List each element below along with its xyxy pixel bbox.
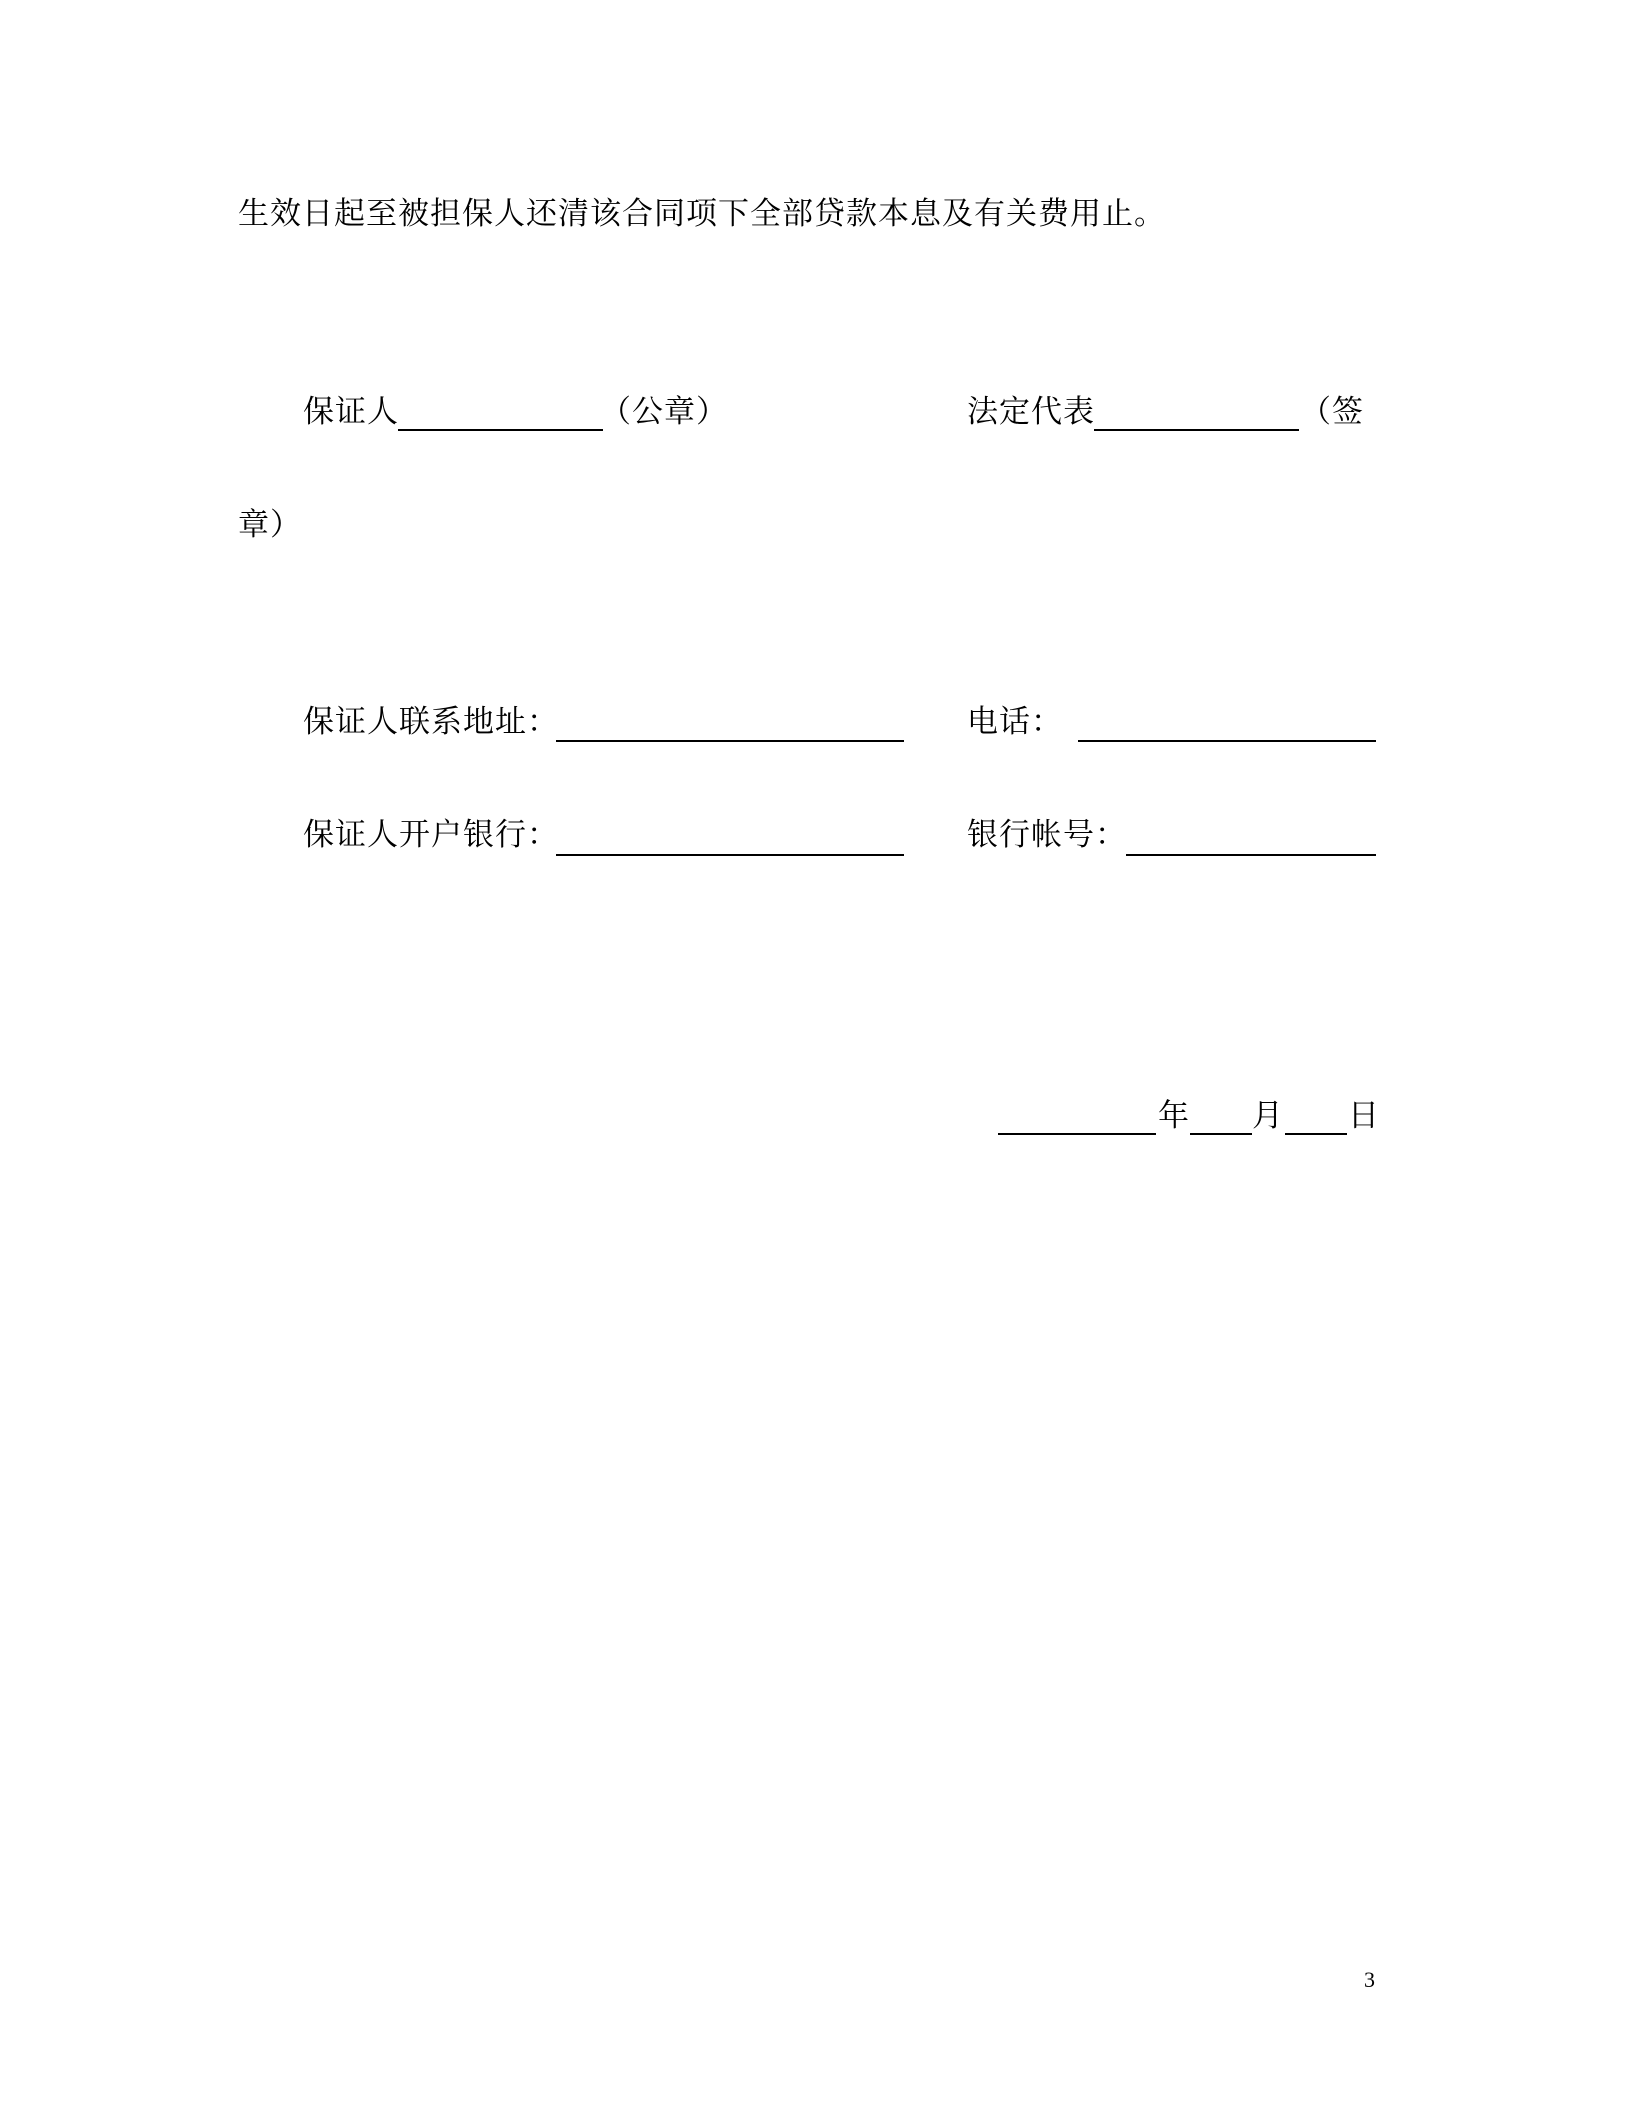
phone-line <box>1078 740 1376 742</box>
date-day-line <box>1285 1133 1347 1135</box>
bank-line <box>556 854 904 856</box>
phone-label: 电话： <box>967 704 1063 740</box>
legal-rep-label: 法定代表 <box>967 394 1095 430</box>
body-text-line: 生效日起至被担保人还清该合同项下全部贷款本息及有关费用止。 <box>238 196 1166 232</box>
date-year-line <box>998 1133 1156 1135</box>
date-year-label: 年 <box>1158 1098 1190 1134</box>
legal-rep-seal-note-open: （签 <box>1300 394 1364 430</box>
page-number: 3 <box>1364 1967 1375 1992</box>
guarantor-signature-line <box>398 429 603 431</box>
date-month-line <box>1190 1133 1252 1135</box>
legal-rep-seal-note-close: 章） <box>238 507 302 543</box>
address-label: 保证人联系地址： <box>303 704 559 740</box>
date-day-label: 日 <box>1348 1098 1380 1134</box>
guarantor-seal-note: （公章） <box>600 394 728 430</box>
guarantor-label: 保证人 <box>303 394 399 430</box>
address-line <box>556 740 904 742</box>
date-month-label: 月 <box>1252 1098 1284 1134</box>
legal-rep-signature-line <box>1094 429 1299 431</box>
bank-label: 保证人开户银行： <box>303 817 559 853</box>
account-label: 银行帐号： <box>967 817 1127 853</box>
account-line <box>1126 854 1376 856</box>
